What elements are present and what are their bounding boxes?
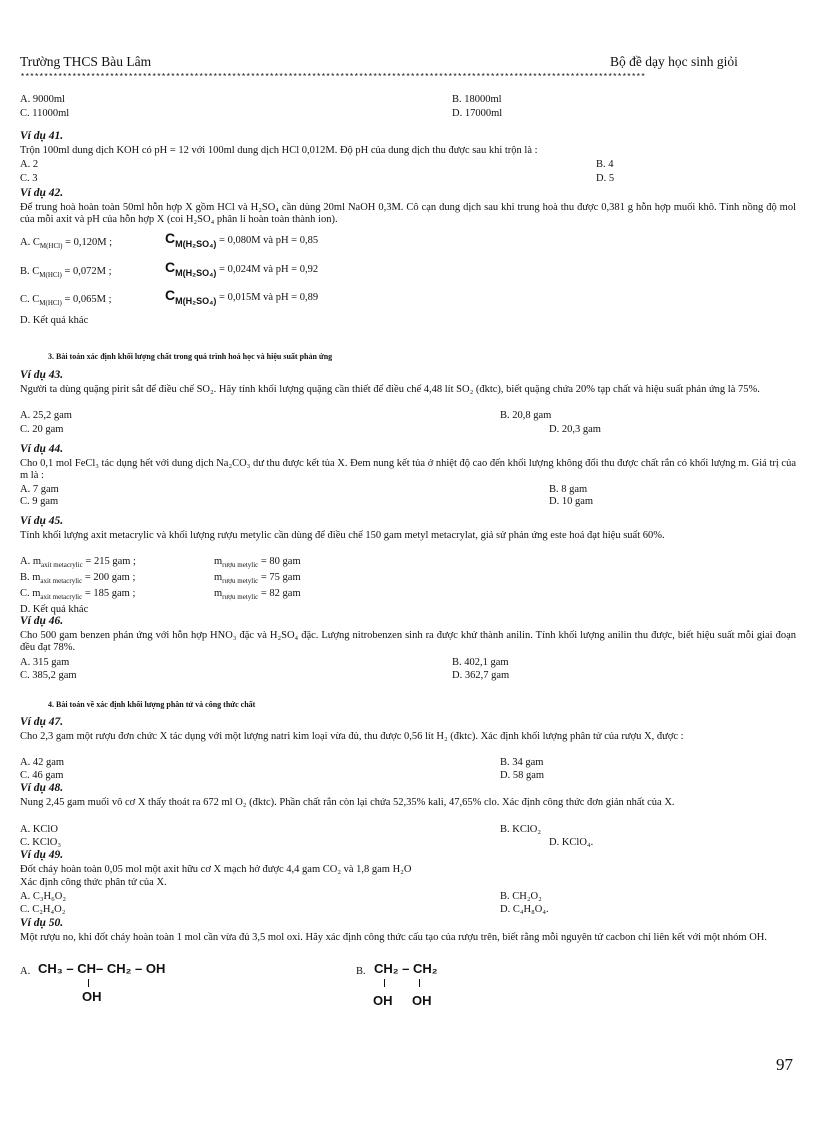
example-48-text: Nung 2,45 gam muối vô cơ X thấy thoát ra 672 ml O₂ (đktc). Phần chất rắn còn lại chứa 52,35% kali, 47,65% clo. Xác định công thức đơn giản nhất của X. [20,797,675,808]
ex43-option-b: B. 20,8 gam [500,410,552,421]
ex42-b-rest: = 0,024M và pH = 0,92 [216,264,319,275]
example-44-label: Ví dụ 44. [20,443,64,455]
ex42-b-hcl: = 0,072M ; [61,266,112,277]
ex48-option-a: A. KClO [20,824,58,835]
ex45-a-sub2: rượu metylic [222,561,259,570]
document-title: Bộ đề dạy học sinh giỏi [610,54,738,69]
ex42-option-a [20,237,112,252]
example-44-text: Cho 0,1 mol FeCl₃ tác dụng hết với dung dịch Na₂CO₃ dư thu được kết tủa X. Đem nung kết tủa ở nhiệt độ cao đến khối lượng không đổi thu được chất rắn có khối lượng m. Giá trị của m là : [20,458,796,481]
ex42-c-h2so4 [165,287,318,306]
example-49-label: Ví dụ 49. [20,849,64,861]
ex50-b-bond-2 [419,979,420,987]
ex45-a-val: = 215 gam ; [82,556,136,567]
cm-sub: M(H₂SO₄) [175,239,217,250]
ex45-option-d: D. Kết quả khác [20,604,89,615]
example-46-text: Cho 500 gam benzen phản ứng với hỗn hợp HNO₃ đặc và H₂SO₄ đặc. Lượng nitrobenzen sinh ra được khử thành anilin. Tính khối lượng anilin thu được, biết hiệu suất mỗi giai đoạn đều đạt 78%. [20,630,796,653]
ex41-option-d: D. 5 [596,173,615,184]
option-b: B. 18000ml [452,94,502,105]
ex45-b-val2: = 75 gam [258,572,301,583]
ex45-b-sub2: rượu metylic [222,577,259,586]
ex45-b-val: = 200 gam ; [82,572,136,583]
cm-symbol: C [165,230,176,246]
ex42-a-c: A. C [20,237,40,248]
ex44-option-a: A. 7 gam [20,484,59,495]
ex43-option-d: D. 20,3 gam [549,424,601,435]
ex42-b-sub: M(HCl) [39,271,62,280]
ex50-a-oh: OH [82,989,102,1004]
option-d: D. 17000ml [452,108,503,119]
ex42-option-c [20,294,112,309]
ex45-b-sub: axit metacrylic [40,577,83,586]
ex47-option-b: B. 34 gam [500,757,544,768]
school-name: Trường THCS Bàu Lâm [20,54,152,69]
example-50-text: Một rượu no, khi đốt cháy hoàn toàn 1 mol cần vừa đủ 3,5 mol oxi. Hãy xác định công thức cấu tạo của rượu trên, biết rằng mỗi nguyên tử cacbon chỉ liên kết với một nhóm OH. [20,932,767,943]
ex45-c-m2: m [214,588,223,599]
ex50-a-bond [88,979,89,987]
ex45-c-sub: axit metacrylic [40,593,83,602]
ex42-b-h2so4 [165,259,318,278]
ex45-b-alcohol [214,572,301,587]
ex50-b-formula: CH₂ – CH₂ [374,961,438,976]
ex42-b-c: B. C [20,266,40,277]
ex44-option-c: C. 9 gam [20,496,59,507]
ex49-option-a: A. C₃H₆O₂ [20,891,66,902]
ex42-a-sub: M(HCl) [39,242,63,251]
ex45-b-m: B. m [20,572,41,583]
ex50-option-b-label: B. [356,966,366,977]
ex45-a-alcohol [214,556,301,571]
ex50-a-formula: CH₃ – CH– CH₂ – OH [38,961,166,976]
cm-sub: M(H₂SO₄) [175,268,217,279]
ex47-option-d: D. 58 gam [500,770,545,781]
ex46-option-c: C. 385,2 gam [20,670,77,681]
cm-symbol: C [165,259,176,275]
example-49-text-2: Xác định công thức phân tử của X. [20,877,167,888]
ex45-c-alcohol [214,588,301,603]
ex45-c-val: = 185 gam ; [82,588,136,599]
ex48-option-c: C. KClO₃ [20,837,62,848]
ex45-option-c [20,588,135,603]
example-42-label: Ví dụ 42. [20,187,64,199]
example-47-label: Ví dụ 47. [20,716,64,728]
ex45-option-a [20,556,136,571]
ex43-option-c: C. 20 gam [20,424,64,435]
ex47-option-a: A. 42 gam [20,757,65,768]
ex45-a-sub: axit metacrylic [41,561,83,570]
section-4-heading: 4. Bài toán về xác định khối lượng phân tử và công thức chất [48,700,256,709]
ex50-option-a-label: A. [20,966,31,977]
ex45-a-m: A. m [20,556,41,567]
ex42-c-hcl: = 0,065M ; [61,294,112,305]
ex43-option-a: A. 25,2 gam [20,410,72,421]
ex41-option-c: C. 3 [20,173,38,184]
example-47-text: Cho 2,3 gam một rượu đơn chức X tác dụng với một lượng natri kim loại vừa đủ, thu được 0,56 lít H₂ (đktc). Xác định khối lượng phân tử của rượu X, được : [20,731,684,742]
ex42-a-h2so4 [165,230,318,249]
example-45-label: Ví dụ 45. [20,515,64,527]
page-number: 97 [776,1055,793,1074]
ex45-c-sub2: rượu metylic [222,593,259,602]
ex45-option-b [20,572,135,587]
example-43-label: Ví dụ 43. [20,369,64,381]
ex45-c-m: C. m [20,588,41,599]
ex49-option-c: C. C₂H₄O₂ [20,904,66,915]
ex47-option-c: C. 46 gam [20,770,64,781]
ex48-option-d: D. KClO₄. [549,837,594,848]
option-c: C. 11000ml [20,108,70,119]
ex50-b-oh-2: OH [412,993,432,1008]
ex42-c-c: C. C [20,294,40,305]
ex50-b-bond-1 [384,979,385,987]
option-a: A. 9000ml [20,94,65,105]
ex48-option-b: B. KClO₂ [500,824,542,835]
example-43-text: Người ta dùng quặng pirit sắt để điều chế SO₂. Hãy tính khối lượng quặng cần thiết để điều chế 4,48 lít SO₂ (đktc), biết quặng chứa 20% tạp chất và hiệu suất phản ứng là 75%. [20,384,760,395]
ex44-option-d: D. 10 gam [549,496,594,507]
ex42-c-rest: = 0,015M và pH = 0,89 [216,292,319,303]
ex41-option-a: A. 2 [20,159,39,170]
ex42-option-b [20,266,112,281]
ex42-option-d: D. Kết quả khác [20,315,89,326]
ex45-c-val2: = 82 gam [258,588,301,599]
ex42-a-rest: = 0,080M và pH = 0,85 [216,235,319,246]
example-45-text: Tính khối lượng axit metacrylic và khối lượng rượu metylic cần dùng để điều chế 150 gam metyl metacrylat, giả sử phản ứng este hoá đạt hiệu suất 60%. [20,530,665,541]
ex42-c-sub: M(HCl) [39,299,62,308]
example-41-label: Ví dụ 41. [20,130,64,142]
ex42-a-hcl: = 0,120M ; [62,237,113,248]
section-3-heading: 3. Bài toán xác định khối lượng chất trong quá trình hoá học và hiệu suất phản ứng [48,352,333,361]
ex46-option-b: B. 402,1 gam [452,657,509,668]
ex45-b-m2: m [214,572,223,583]
ex45-a-val2: = 80 gam [258,556,301,567]
example-41-text: Trộn 100ml dung dịch KOH có pH = 12 với 100ml dung dịch HCl 0,012M. Độ pH của dung dịch thu được sau khi trộn là : [20,145,538,156]
ex46-option-d: D. 362,7 gam [452,670,510,681]
ex49-option-b: B. CH₂O₂ [500,891,542,902]
example-49-text-1: Đốt cháy hoàn toàn 0,05 mol một axit hữu cơ X mạch hở được 4,4 gam CO₂ và 1,8 gam H₂O [20,864,412,875]
example-46-label: Ví dụ 46. [20,615,64,627]
ex44-option-b: B. 8 gam [549,484,588,495]
example-42-text: Để trung hoà hoàn toàn 50ml hỗn hợp X gồm HCl và H₂SO₄ cần dùng 20ml NaOH 0,3M. Cô cạn dung dịch sau khi trung hoà thu được 0,381 g hỗn hợp muối khô. Tính nồng độ mol của mỗi axit và pH của hỗn hợp X (coi H₂SO₄ phân li hoàn toàn thành ion). [20,202,796,225]
ex41-option-b: B. 4 [596,159,614,170]
example-50-label: Ví dụ 50. [20,917,64,929]
example-48-label: Ví dụ 48. [20,782,64,794]
ex46-option-a: A. 315 gam [20,657,70,668]
ex45-a-m2: m [214,556,223,567]
cm-symbol: C [165,287,176,303]
ex50-b-oh-1: OH [373,993,393,1008]
ex49-option-d: D. C₄H₈O₄. [500,904,549,915]
cm-sub: M(H₂SO₄) [175,296,217,307]
star-divider: ************************************************************************************************************************************* [20,72,646,82]
